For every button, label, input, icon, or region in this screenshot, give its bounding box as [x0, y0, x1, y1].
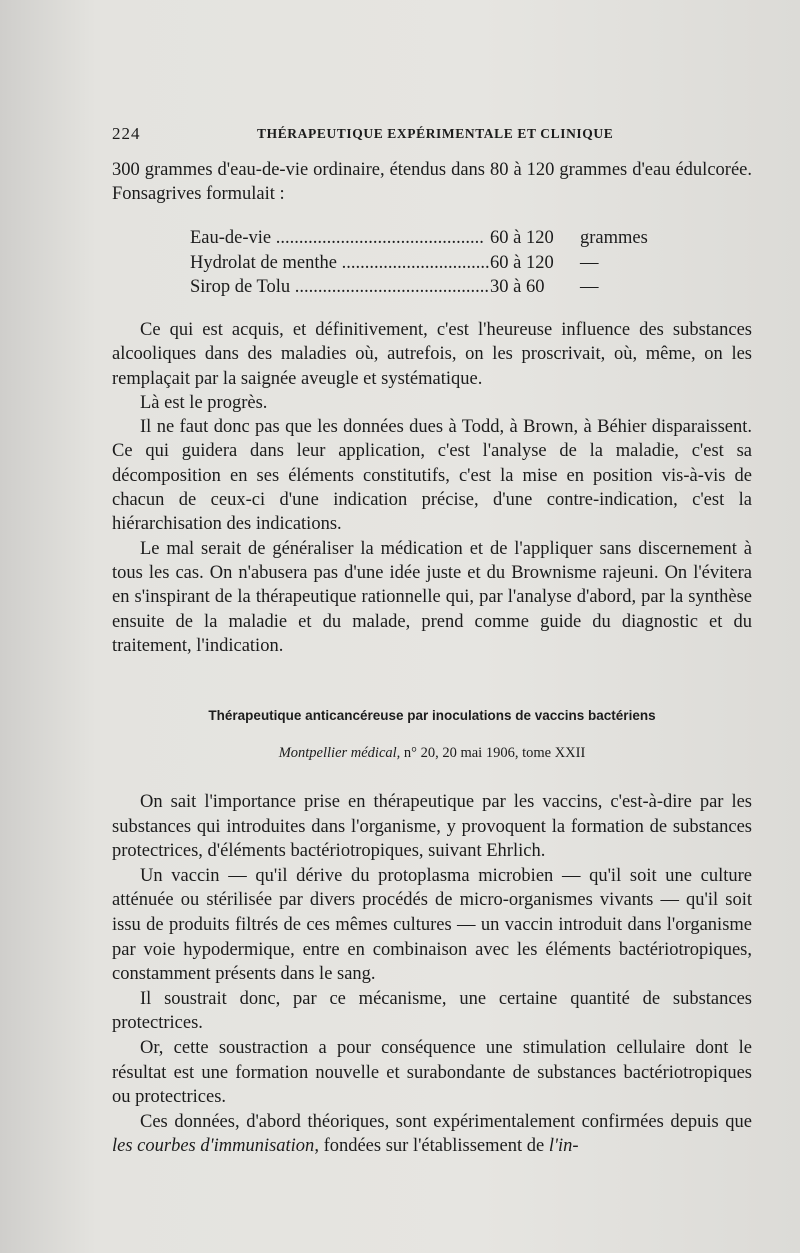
- section-source: [112, 745, 752, 762]
- last-text-start: Ces données, d'abord théoriques, sont expérimentalement confirmées depuis que: [140, 1111, 752, 1132]
- formula-row: [190, 275, 690, 300]
- ingredient-name: Hydrolat de menthe .....: [190, 251, 490, 276]
- body-paragraph: On sait l'importance prise en thérapeutique par les vaccins, c'est-à-dire par les substances qui introduites dans l'organisme, y provoquent la formation de substances protectrices, d'éléments bactériotropiques, suivant Ehrlich.: [112, 792, 752, 862]
- body-paragraph: Là est le progrès.: [140, 392, 268, 413]
- ingredient-unit: —: [580, 277, 599, 297]
- intro-block: [112, 158, 752, 207]
- ingredient-quantity: 30 à 60: [490, 277, 545, 297]
- body-paragraph: Un vaccin — qu'il dérive du protoplasma microbien — qu'il soit une culture atténuée ou stérilisée par divers procédés de micro-organismes vivants — qu'il soit issu de produits filtrés de ces mêmes cultures — un vaccin introduit dans l'organisme par voie hypodermique, entre en combinaison avec les éléments bactériotropiques, constamment présents dans le sang.: [112, 865, 752, 985]
- intro-paragraph: 300 grammes d'eau-de-vie ordinaire, étendus dans 80 à 120 grammes d'eau édulcorée. Fonsagrives formulait :: [112, 160, 752, 205]
- page-header: [112, 124, 752, 146]
- ingredient-quantity: 60 à 120: [490, 252, 554, 273]
- body-paragraph: Il soustrait donc, par ce mécanisme, une certaine quantité de substances protectrices.: [112, 988, 752, 1034]
- body-paragraph: Le mal serait de généraliser la médication et de l'appliquer sans discernement à tous les cas. On n'abusera pas d'une idée juste et du Brownisme rajeuni. On l'évitera en s'inspirant de la thérapeutique rationnelle qui, par l'analyse d'abord, par la synthèse ensuite de la maladie et du malade, prend comme guide du diagnostic et du traitement, l'indication.: [112, 538, 752, 656]
- running-head: THÉRAPEUTIQUE EXPÉRIMENTALE ET CLINIQUE: [257, 126, 614, 141]
- discussion-block: [112, 318, 752, 658]
- body-paragraph: Ce qui est acquis, et définitivement, c'est l'heureuse influence des substances alcooliques dans des maladies où, autrefois, on les proscrivait, où, même, on les remplaçait par la saignée aveugle et systématique.: [112, 320, 752, 389]
- ingredient-name: Eau-de-vie .....: [190, 226, 490, 251]
- last-text-middle: , fondées sur l'établissement de: [314, 1136, 549, 1157]
- ingredient-quantity: 60 à 120: [490, 228, 554, 248]
- article-block: [112, 790, 752, 1159]
- emphasis-text-end: l'in-: [548, 1136, 579, 1157]
- body-paragraph: Or, cette soustraction a pour conséquence une stimulation cellulaire dont le résultat est une formation nouvelle et surabondante de substances bactériotropiques ou protectrices.: [112, 1037, 752, 1108]
- body-paragraph: Il ne faut donc pas que les données dues à Todd, à Brown, à Béhier disparaissent. Ce qui guidera dans leur application, c'est l'analyse de la maladie, c'est sa décomposition en ses éléments constitutifs, c'est la mise en position vis-à-vis de chacun de ceux-ci d'une indication précise, d'une contre-indication, c'est la hiérarchisation des indications.: [112, 417, 752, 535]
- formula-table: [190, 226, 690, 300]
- formula-row: [190, 251, 690, 276]
- ingredient-name: Sirop de Tolu .....: [190, 275, 490, 300]
- last-paragraph: [112, 1110, 752, 1159]
- section-title: Thérapeutique anticancéreuse par inoculations de vaccins bactériens: [208, 708, 656, 723]
- ingredient-unit: —: [580, 252, 599, 273]
- formula-row: [190, 226, 690, 251]
- source-details: n° 20, 20 mai 1906, tome XXII: [403, 745, 586, 761]
- source-journal: Montpellier médical,: [278, 745, 401, 761]
- ingredient-unit: grammes: [580, 228, 648, 248]
- emphasis-text: les courbes d'immunisation: [112, 1136, 315, 1157]
- page-number: 224: [112, 124, 141, 143]
